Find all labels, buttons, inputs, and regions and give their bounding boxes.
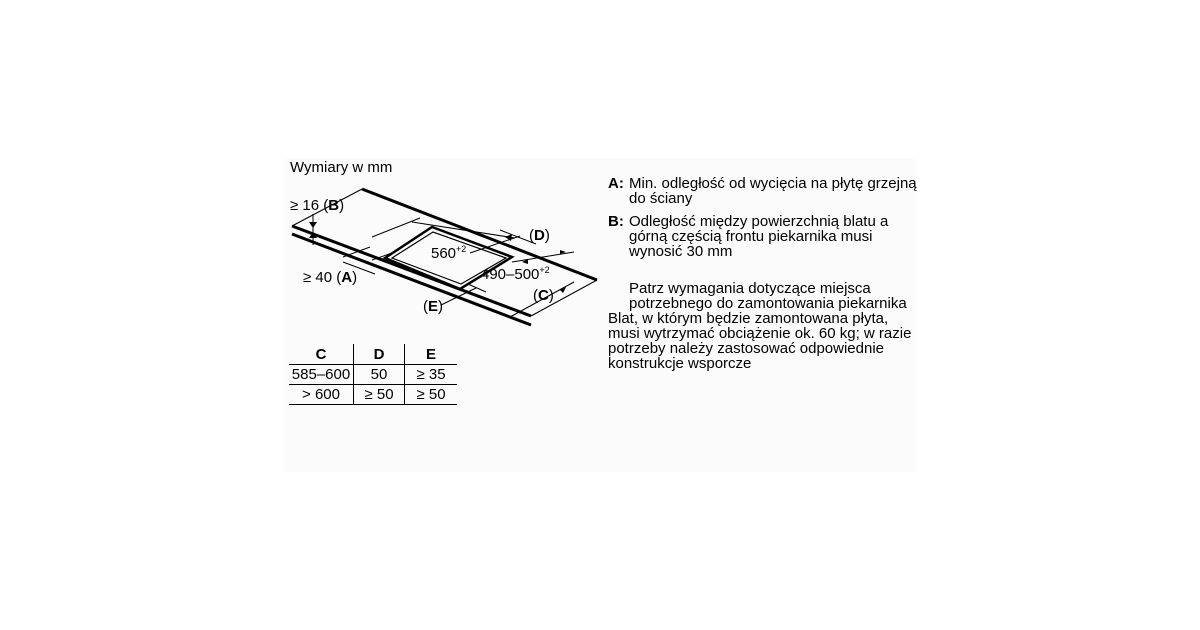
- note-space-text: Patrz wymagania dotyczące miejsca potrzebnego do zamontowania piekarnika: [629, 280, 907, 312]
- label-d: (D): [529, 227, 550, 244]
- table-row: [289, 385, 457, 405]
- label-b: ≥ 16 (B): [290, 197, 345, 214]
- label-depth: $490-500^{+2}$: [481, 265, 550, 283]
- table-header-cell: E: [405, 344, 458, 365]
- table-cell: ≥ 50: [405, 385, 458, 405]
- a-extension-line: [343, 247, 370, 257]
- note-a-text: Min. odległość od wycięcia na płytę grzejną do ściany: [629, 175, 917, 207]
- table-cell: 585–600: [289, 365, 354, 385]
- note-a-label: A:: [608, 175, 624, 192]
- note-a: [608, 176, 918, 206]
- table-row: [289, 365, 457, 385]
- note-load-text: Blat, w którym będzie zamontowana płyta, musi wytrzymać obciążenie ok. 60 kg; w razie potrzeby należy zastosować odpowiednie konstrukcje wsporcze: [608, 310, 912, 372]
- label-a: ≥ 40 (A): [303, 269, 358, 286]
- note-b-label: B:: [608, 213, 624, 230]
- table-header-cell: C: [289, 344, 354, 365]
- table-cell: ≥ 35: [405, 365, 458, 385]
- table-cell: ≥ 50: [354, 385, 405, 405]
- table-cell: > 600: [289, 385, 354, 405]
- note-load: [608, 311, 918, 371]
- label-width: $560^{+2}$: [431, 244, 467, 262]
- notes-list: [608, 176, 918, 379]
- note-space: [608, 281, 918, 311]
- dimensions-title: Wymiary w mm: [290, 159, 393, 176]
- dimensions-table: [289, 344, 457, 405]
- table-cell: 50: [354, 365, 405, 385]
- label-c: (C): [533, 287, 554, 304]
- label-e: (E): [423, 298, 444, 315]
- width-extension-left: [372, 218, 420, 237]
- note-b: [608, 214, 918, 259]
- table-header-cell: D: [354, 344, 405, 365]
- table-header-row: [289, 344, 457, 365]
- b-arrow-top: [309, 222, 317, 228]
- note-b-text: Odległość między powierzchnią blatu a górną częścią frontu piekarnika musi wynosić 30 mm: [629, 213, 889, 260]
